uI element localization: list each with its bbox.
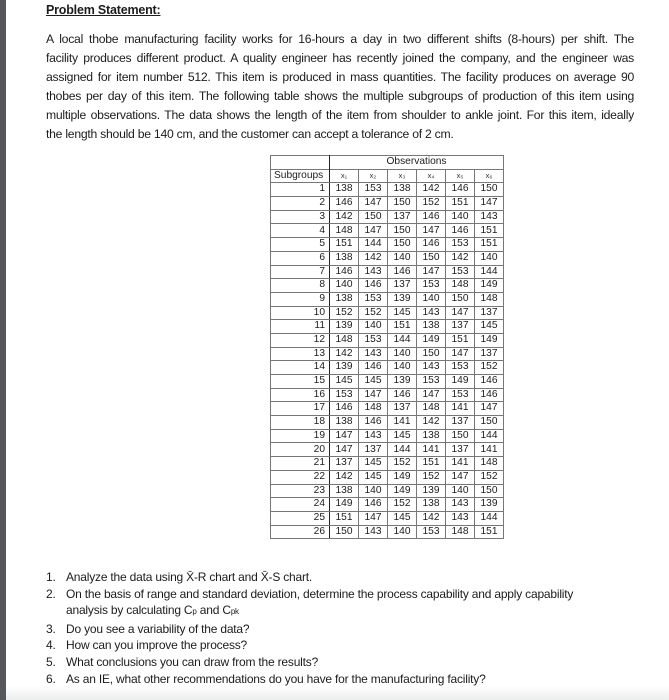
observation-cell: 137 bbox=[446, 320, 475, 334]
observation-cell: 152 bbox=[388, 457, 417, 471]
observation-cell: 152 bbox=[475, 470, 504, 484]
table-row bbox=[271, 265, 504, 279]
column-header-x2: x₂ bbox=[359, 169, 388, 183]
question-text-line2: analysis by calculating C bbox=[66, 603, 193, 618]
observation-cell: 150 bbox=[417, 347, 446, 361]
subgroup-cell: 5 bbox=[271, 238, 330, 252]
question-item bbox=[46, 569, 646, 586]
table-row bbox=[271, 224, 504, 238]
observation-cell: 137 bbox=[388, 402, 417, 416]
table-row bbox=[271, 511, 504, 525]
observation-cell: 146 bbox=[359, 279, 388, 293]
question-number: 3. bbox=[46, 621, 56, 636]
observation-cell: 142 bbox=[359, 251, 388, 265]
observation-cell: 140 bbox=[359, 320, 388, 334]
column-header-x5: x₅ bbox=[446, 169, 475, 183]
column-header-x4: x₄ bbox=[417, 169, 446, 183]
paragraph-line: thobes per day of this item. The following table shows the multiple subgroups of production of this item using bbox=[46, 89, 634, 103]
observation-cell: 150 bbox=[475, 183, 504, 197]
table-row bbox=[271, 484, 504, 498]
observation-cell: 150 bbox=[446, 429, 475, 443]
paragraph-line: the length should be 140 cm, and the customer can accept a tolerance of 2 cm. bbox=[46, 127, 454, 141]
observation-cell: 140 bbox=[359, 484, 388, 498]
observation-cell: 143 bbox=[359, 347, 388, 361]
observation-cell: 146 bbox=[330, 402, 359, 416]
observation-cell: 145 bbox=[359, 375, 388, 389]
observation-cell: 147 bbox=[475, 402, 504, 416]
observation-cell: 141 bbox=[388, 416, 417, 430]
observation-cell: 145 bbox=[330, 375, 359, 389]
observation-cell: 150 bbox=[475, 484, 504, 498]
observation-cell: 140 bbox=[388, 347, 417, 361]
table-row bbox=[271, 361, 504, 375]
table-group-header-row bbox=[271, 156, 504, 170]
table-row bbox=[271, 375, 504, 389]
subgroup-cell: 19 bbox=[271, 429, 330, 443]
observation-cell: 139 bbox=[330, 320, 359, 334]
table-row bbox=[271, 416, 504, 430]
table-row bbox=[271, 347, 504, 361]
observation-cell: 142 bbox=[330, 210, 359, 224]
observation-cell: 153 bbox=[446, 388, 475, 402]
observation-cell: 142 bbox=[330, 347, 359, 361]
subgroup-cell: 15 bbox=[271, 375, 330, 389]
observation-cell: 151 bbox=[446, 197, 475, 211]
question-text: Do you see a variability of the data? bbox=[66, 621, 250, 636]
observation-cell: 147 bbox=[359, 224, 388, 238]
subgroup-cell: 20 bbox=[271, 443, 330, 457]
question-item bbox=[46, 671, 646, 688]
subgroup-cell: 23 bbox=[271, 484, 330, 498]
subgroup-cell: 4 bbox=[271, 224, 330, 238]
observation-cell: 143 bbox=[446, 511, 475, 525]
window-edge bbox=[0, 0, 6, 700]
observation-cell: 151 bbox=[388, 320, 417, 334]
subgroup-cell: 17 bbox=[271, 402, 330, 416]
observation-cell: 147 bbox=[417, 265, 446, 279]
observation-cell: 142 bbox=[417, 183, 446, 197]
subgroup-cell: 6 bbox=[271, 251, 330, 265]
observation-cell: 140 bbox=[388, 525, 417, 539]
observation-cell: 138 bbox=[388, 183, 417, 197]
observation-cell: 145 bbox=[475, 320, 504, 334]
observation-cell: 141 bbox=[475, 443, 504, 457]
observation-cell: 143 bbox=[359, 265, 388, 279]
observation-cell: 148 bbox=[330, 224, 359, 238]
observation-cell: 147 bbox=[446, 347, 475, 361]
observation-cell: 151 bbox=[446, 333, 475, 347]
observation-cell: 146 bbox=[330, 197, 359, 211]
observation-cell: 139 bbox=[388, 292, 417, 306]
subgroup-cell: 10 bbox=[271, 306, 330, 320]
observation-cell: 153 bbox=[417, 375, 446, 389]
observation-cell: 150 bbox=[446, 292, 475, 306]
table-row bbox=[271, 498, 504, 512]
observation-cell: 148 bbox=[475, 292, 504, 306]
observation-cell: 140 bbox=[446, 210, 475, 224]
observation-cell: 138 bbox=[330, 183, 359, 197]
observation-cell: 142 bbox=[417, 511, 446, 525]
observation-cell: 150 bbox=[388, 197, 417, 211]
subgroup-cell: 7 bbox=[271, 265, 330, 279]
observation-cell: 146 bbox=[446, 183, 475, 197]
observation-cell: 137 bbox=[446, 416, 475, 430]
observation-cell: 145 bbox=[359, 470, 388, 484]
observation-cell: 144 bbox=[388, 443, 417, 457]
observation-cell: 152 bbox=[359, 306, 388, 320]
observation-cell: 139 bbox=[388, 375, 417, 389]
observation-cell: 153 bbox=[446, 361, 475, 375]
observation-cell: 151 bbox=[475, 224, 504, 238]
observation-cell: 147 bbox=[446, 306, 475, 320]
column-header-x1: x₁ bbox=[330, 169, 359, 183]
column-header-x6: x₆ bbox=[475, 169, 504, 183]
observation-cell: 139 bbox=[330, 361, 359, 375]
observation-cell: 146 bbox=[388, 388, 417, 402]
observation-cell: 148 bbox=[446, 279, 475, 293]
observation-cell: 153 bbox=[359, 183, 388, 197]
observation-cell: 145 bbox=[388, 511, 417, 525]
observation-cell: 142 bbox=[330, 470, 359, 484]
observation-cell: 137 bbox=[330, 457, 359, 471]
subgroup-cell: 3 bbox=[271, 210, 330, 224]
observation-cell: 147 bbox=[417, 388, 446, 402]
observation-cell: 153 bbox=[359, 292, 388, 306]
observation-cell: 139 bbox=[417, 484, 446, 498]
observation-cell: 146 bbox=[359, 416, 388, 430]
observation-cell: 138 bbox=[330, 484, 359, 498]
question-text: What conclusions you can draw from the results? bbox=[66, 654, 319, 669]
observation-cell: 138 bbox=[417, 498, 446, 512]
observation-cell: 138 bbox=[330, 251, 359, 265]
observation-cell: 137 bbox=[359, 443, 388, 457]
table-row bbox=[271, 457, 504, 471]
observation-cell: 143 bbox=[359, 429, 388, 443]
table-row bbox=[271, 320, 504, 334]
observation-cell: 153 bbox=[417, 279, 446, 293]
observation-cell: 138 bbox=[417, 429, 446, 443]
subgroup-cell: 22 bbox=[271, 470, 330, 484]
table-row bbox=[271, 388, 504, 402]
subgroup-cell: 21 bbox=[271, 457, 330, 471]
page-bottom-shadow bbox=[6, 686, 669, 700]
observation-cell: 145 bbox=[388, 306, 417, 320]
table-row bbox=[271, 238, 504, 252]
observation-cell: 143 bbox=[417, 306, 446, 320]
observation-cell: 147 bbox=[359, 197, 388, 211]
observation-cell: 148 bbox=[475, 457, 504, 471]
observation-cell: 148 bbox=[359, 402, 388, 416]
observation-cell: 146 bbox=[475, 375, 504, 389]
paragraph-line: A local thobe manufacturing facility works for 16-hours a day in two different shifts (8-hours) per shift. The bbox=[46, 32, 634, 46]
subgroup-cell: 2 bbox=[271, 197, 330, 211]
question-number: 6. bbox=[46, 671, 56, 686]
observation-cell: 146 bbox=[475, 388, 504, 402]
question-text: How can you improve the process? bbox=[66, 638, 248, 653]
observation-cell: 147 bbox=[475, 197, 504, 211]
question-item bbox=[46, 621, 646, 638]
observation-cell: 151 bbox=[475, 525, 504, 539]
observation-cell: 140 bbox=[446, 484, 475, 498]
table-row bbox=[271, 210, 504, 224]
observation-cell: 149 bbox=[446, 375, 475, 389]
subscript-p: p bbox=[192, 607, 197, 617]
observation-cell: 138 bbox=[417, 320, 446, 334]
observation-cell: 151 bbox=[475, 238, 504, 252]
paragraph-line: multiple observations. The data shows the length of the item from shoulder to ankle joint. For this item, ideally bbox=[46, 108, 634, 122]
observation-cell: 151 bbox=[330, 238, 359, 252]
observation-cell: 146 bbox=[417, 238, 446, 252]
question-item bbox=[46, 637, 646, 654]
observation-cell: 138 bbox=[330, 416, 359, 430]
table-row bbox=[271, 251, 504, 265]
observation-cell: 142 bbox=[446, 251, 475, 265]
observation-cell: 140 bbox=[330, 279, 359, 293]
table-row bbox=[271, 470, 504, 484]
table-row bbox=[271, 306, 504, 320]
observation-cell: 144 bbox=[475, 429, 504, 443]
question-item bbox=[46, 654, 646, 671]
observation-cell: 149 bbox=[475, 333, 504, 347]
observation-cell: 144 bbox=[359, 238, 388, 252]
observation-cell: 137 bbox=[475, 306, 504, 320]
column-header-x3: x₃ bbox=[388, 169, 417, 183]
observation-cell: 148 bbox=[417, 402, 446, 416]
question-text bbox=[66, 586, 646, 621]
observation-cell: 150 bbox=[330, 525, 359, 539]
question-item bbox=[46, 586, 646, 621]
table-row bbox=[271, 197, 504, 211]
observation-cell: 151 bbox=[417, 457, 446, 471]
observation-cell: 142 bbox=[417, 416, 446, 430]
problem-statement-heading: Problem Statement: bbox=[46, 3, 161, 17]
observation-cell: 140 bbox=[417, 292, 446, 306]
observation-cell: 146 bbox=[388, 265, 417, 279]
observation-cell: 151 bbox=[330, 511, 359, 525]
questions-list bbox=[46, 569, 646, 687]
observation-cell: 141 bbox=[446, 457, 475, 471]
subgroup-cell: 9 bbox=[271, 292, 330, 306]
observation-cell: 149 bbox=[475, 279, 504, 293]
observation-cell: 147 bbox=[330, 429, 359, 443]
observation-cell: 149 bbox=[388, 470, 417, 484]
subscript-pk: pk bbox=[230, 607, 239, 617]
observation-cell: 139 bbox=[475, 498, 504, 512]
observation-cell: 153 bbox=[330, 388, 359, 402]
problem-paragraph bbox=[46, 30, 634, 144]
observation-cell: 153 bbox=[446, 265, 475, 279]
subgroup-cell: 13 bbox=[271, 347, 330, 361]
question-text: Analyze the data using X̄-R chart and X̄-S chart. bbox=[66, 570, 313, 584]
subgroups-header: Subgroups bbox=[271, 169, 330, 183]
observation-cell: 146 bbox=[359, 498, 388, 512]
subgroup-cell: 18 bbox=[271, 416, 330, 430]
observation-cell: 146 bbox=[330, 265, 359, 279]
observation-cell: 141 bbox=[417, 443, 446, 457]
observation-cell: 150 bbox=[417, 251, 446, 265]
subgroup-cell: 26 bbox=[271, 525, 330, 539]
observation-cell: 146 bbox=[446, 224, 475, 238]
observation-cell: 149 bbox=[417, 333, 446, 347]
table-row bbox=[271, 183, 504, 197]
table-row bbox=[271, 292, 504, 306]
observation-cell: 152 bbox=[417, 470, 446, 484]
observation-cell: 143 bbox=[446, 498, 475, 512]
subgroup-cell: 24 bbox=[271, 498, 330, 512]
observation-cell: 147 bbox=[359, 388, 388, 402]
table-row bbox=[271, 429, 504, 443]
paragraph-line: facility produces different product. A quality engineer has recently joined the company, and the engineer was bbox=[46, 51, 634, 65]
subgroup-cell: 11 bbox=[271, 320, 330, 334]
observation-cell: 137 bbox=[475, 347, 504, 361]
observation-cell: 150 bbox=[388, 224, 417, 238]
observation-cell: 147 bbox=[446, 470, 475, 484]
table-row bbox=[271, 525, 504, 539]
observation-cell: 137 bbox=[388, 210, 417, 224]
question-number: 4. bbox=[46, 638, 56, 653]
observation-cell: 147 bbox=[417, 224, 446, 238]
observations-table bbox=[270, 155, 504, 539]
subgroup-cell: 1 bbox=[271, 183, 330, 197]
subgroup-cell: 8 bbox=[271, 279, 330, 293]
observation-cell: 152 bbox=[475, 361, 504, 375]
observation-cell: 150 bbox=[388, 238, 417, 252]
observation-cell: 143 bbox=[359, 525, 388, 539]
observation-cell: 140 bbox=[388, 251, 417, 265]
observation-cell: 144 bbox=[475, 511, 504, 525]
subgroup-cell: 25 bbox=[271, 511, 330, 525]
observation-cell: 149 bbox=[388, 484, 417, 498]
observation-cell: 152 bbox=[388, 498, 417, 512]
question-number: 1. bbox=[46, 570, 56, 584]
table-row bbox=[271, 443, 504, 457]
observation-cell: 144 bbox=[475, 265, 504, 279]
observation-cell: 140 bbox=[388, 361, 417, 375]
observation-cell: 140 bbox=[475, 251, 504, 265]
observation-cell: 144 bbox=[388, 333, 417, 347]
observation-cell: 143 bbox=[417, 361, 446, 375]
observation-cell: 147 bbox=[330, 443, 359, 457]
observation-cell: 141 bbox=[446, 402, 475, 416]
observation-cell: 148 bbox=[446, 525, 475, 539]
observation-cell: 147 bbox=[359, 511, 388, 525]
subgroup-cell: 14 bbox=[271, 361, 330, 375]
observation-cell: 143 bbox=[475, 210, 504, 224]
question-number: 2. bbox=[46, 586, 56, 601]
observation-cell: 137 bbox=[388, 279, 417, 293]
observation-cell: 146 bbox=[359, 361, 388, 375]
question-text-mid: and C bbox=[196, 603, 231, 618]
observation-cell: 149 bbox=[330, 498, 359, 512]
observations-header: Observations bbox=[330, 156, 504, 170]
subgroup-cell: 12 bbox=[271, 333, 330, 347]
observation-cell: 137 bbox=[446, 443, 475, 457]
observation-cell: 150 bbox=[359, 210, 388, 224]
observation-cell: 145 bbox=[359, 457, 388, 471]
table-corner-cell bbox=[271, 156, 330, 170]
observation-cell: 152 bbox=[417, 197, 446, 211]
table-row bbox=[271, 402, 504, 416]
observation-cell: 153 bbox=[359, 333, 388, 347]
observation-cell: 153 bbox=[417, 525, 446, 539]
observation-cell: 145 bbox=[388, 429, 417, 443]
subgroup-cell: 16 bbox=[271, 388, 330, 402]
observation-cell: 152 bbox=[330, 306, 359, 320]
observation-cell: 148 bbox=[330, 333, 359, 347]
table-column-header-row bbox=[271, 169, 504, 183]
question-text: As an IE, what other recommendations do you have for the manufacturing facility? bbox=[66, 671, 486, 686]
table-row bbox=[271, 333, 504, 347]
table-row bbox=[271, 279, 504, 293]
observation-cell: 150 bbox=[475, 416, 504, 430]
observation-cell: 153 bbox=[446, 238, 475, 252]
paragraph-line: assigned for item number 512. This item is produced in mass quantities. The facility produces on average 90 bbox=[46, 70, 634, 84]
question-text-line1: On the basis of range and standard deviation, determine the process capability and apply capability bbox=[66, 586, 574, 601]
observation-cell: 138 bbox=[330, 292, 359, 306]
question-number: 5. bbox=[46, 654, 56, 669]
observation-cell: 146 bbox=[417, 210, 446, 224]
